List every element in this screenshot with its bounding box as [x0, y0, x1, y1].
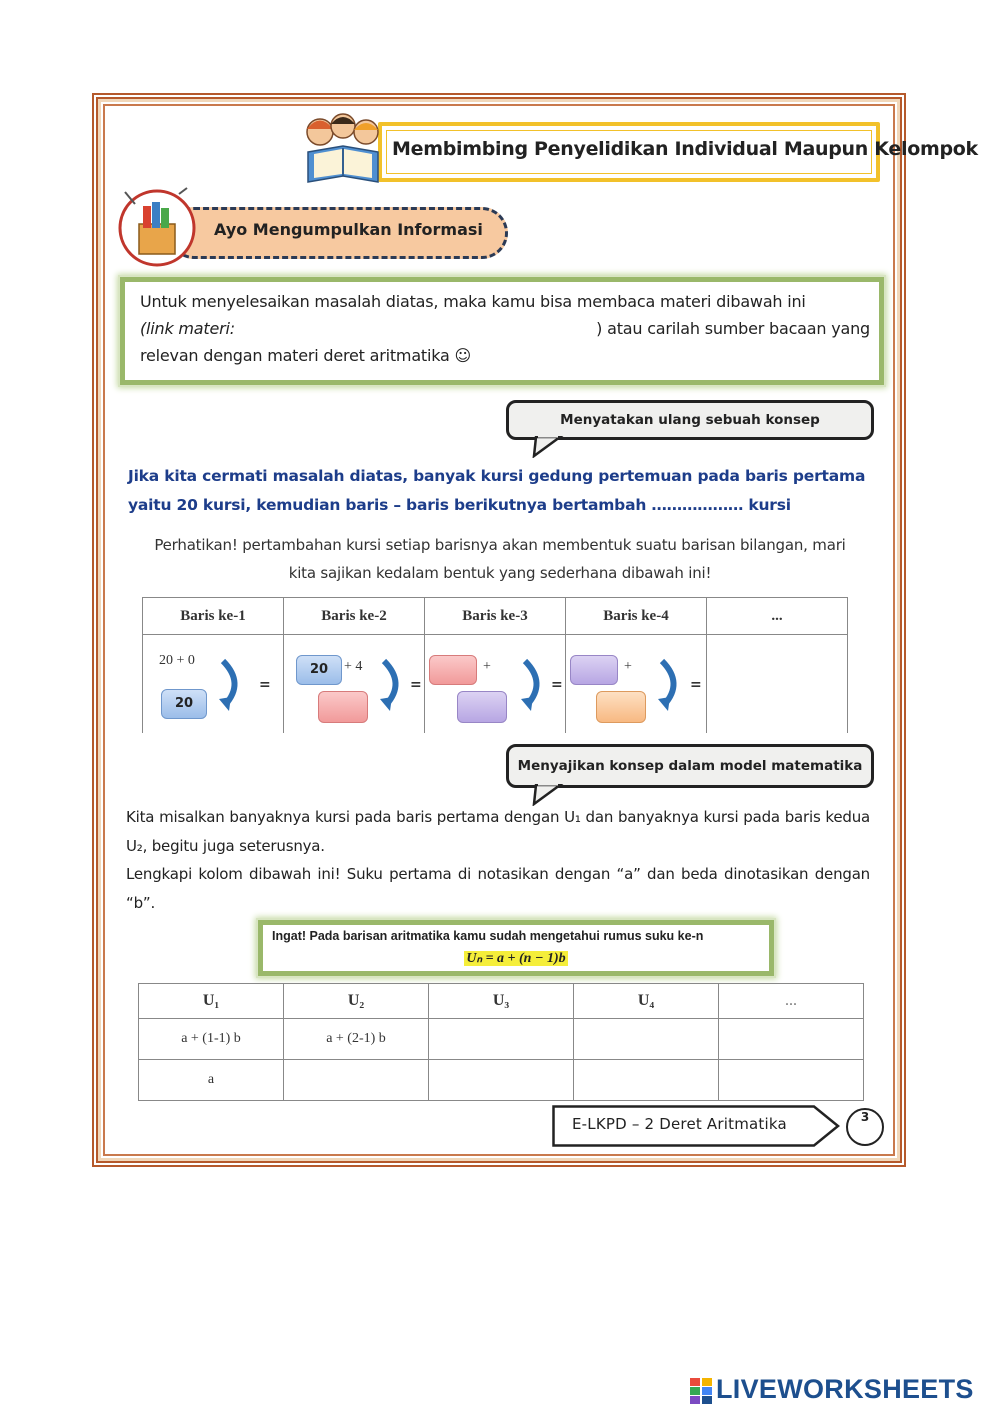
terms-value-u1: a	[139, 1060, 284, 1101]
row4-first-chip[interactable]	[570, 655, 618, 685]
terms-header-u2: U₂	[284, 984, 429, 1019]
bubble-tail-1	[530, 436, 570, 458]
perhatikan-line-2: kita sajikan kedalam bentuk yang sederhana dibawah ini!	[288, 564, 712, 582]
terms-formula-u4[interactable]	[574, 1019, 719, 1060]
header-title: Membimbing Penyelidikan Individual Maupun Kelompok	[392, 138, 978, 160]
info-line-2-tail: ) atau carilah sumber bacaan yang	[596, 319, 870, 338]
section-title: Ayo Mengumpulkan Informasi	[214, 220, 483, 239]
row-cell-1	[143, 635, 284, 734]
terms-value-u3[interactable]	[429, 1060, 574, 1101]
books-box-icon	[117, 184, 197, 268]
terms-header-u4: U₄	[574, 984, 719, 1019]
info-line-3: relevan dengan materi deret aritmatika ☺	[140, 346, 472, 365]
kids-reading-icon	[298, 112, 388, 188]
info-line-1: Untuk menyelesaikan masalah diatas, maka kamu bisa membaca materi dibawah ini	[140, 292, 806, 311]
equals-sign: =	[690, 677, 702, 693]
row2-answer-chip[interactable]	[318, 691, 368, 723]
concept-bubble-1: Menyatakan ulang sebuah konsep	[506, 400, 874, 440]
terms-value-u2[interactable]	[284, 1060, 429, 1101]
terms-header-u3: U₃	[429, 984, 574, 1019]
terms-value-u4[interactable]	[574, 1060, 719, 1101]
terms-header-u1: U₁	[139, 984, 284, 1019]
rows-header-2: Baris ke-2	[284, 598, 425, 635]
row4-plus: +	[624, 659, 632, 674]
liveworksheets-logo-icon	[690, 1378, 712, 1404]
concept-bubble-2: Menyajikan konsep dalam model matematika	[506, 744, 874, 788]
reminder-formula	[258, 947, 774, 967]
row3-first-chip[interactable]	[429, 655, 477, 685]
row2-plus: + 4	[344, 659, 363, 674]
terms-formula-u1: a + (1-1) b	[139, 1019, 284, 1060]
row-cell-more	[707, 635, 848, 734]
row1-result-chip: 20	[161, 689, 207, 719]
row4-answer-chip[interactable]	[596, 691, 646, 723]
rows-header-3: Baris ke-3	[425, 598, 566, 635]
terms-table	[138, 983, 864, 1101]
instruction-line-1: Kita misalkan banyaknya kursi pada baris pertama dengan U₁ dan banyaknya kursi pada baris kedua U₂, begitu juga seterusnya.	[126, 808, 870, 855]
instruction-line-2: Lengkapi kolom dibawah ini! Suku pertama di notasikan dengan “a” dan beda dinotasikan dengan “b”.	[126, 865, 870, 912]
row-cell-4	[566, 635, 707, 734]
row-cell-2	[284, 635, 425, 734]
page-number: 3	[846, 1108, 884, 1146]
question-text: Jika kita cermati masalah diatas, banyak kursi gedung pertemuan pada baris pertama yaitu 20 kursi, kemudian baris – baris berikutnya bertambah ……………… kursi	[128, 467, 866, 514]
terms-formula-more[interactable]	[719, 1019, 864, 1060]
terms-formula-u2: a + (2-1) b	[284, 1019, 429, 1060]
rows-header-1: Baris ke-1	[143, 598, 284, 635]
row3-plus: +	[483, 659, 491, 674]
row2-first-chip: 20	[296, 655, 342, 685]
instruction-text	[126, 803, 870, 917]
terms-header-more: ...	[719, 984, 864, 1019]
rows-table	[142, 597, 848, 727]
terms-formula-u3[interactable]	[429, 1019, 574, 1060]
link-label: (link materi:	[140, 319, 235, 338]
terms-value-more[interactable]	[719, 1060, 864, 1101]
formula-highlight: Uₙ = a + (n − 1)b	[466, 951, 566, 966]
row-cell-3	[425, 635, 566, 734]
rows-header-4: Baris ke-4	[566, 598, 707, 635]
reminder-text: Ingat! Pada barisan aritmatika kamu sudah mengetahui rumus suku ke-n	[272, 929, 704, 943]
perhatikan-line-1: Perhatikan! pertambahan kursi setiap barisnya akan membentuk suatu barisan bilangan, mari	[154, 536, 846, 554]
curved-arrow-icon	[219, 657, 245, 713]
row3-answer-chip[interactable]	[457, 691, 507, 723]
rows-header-more: ...	[707, 598, 848, 635]
row1-expression: 20 + 0	[159, 653, 195, 668]
footer-label: E-LKPD – 2 Deret Aritmatika	[572, 1115, 787, 1133]
curved-arrow-icon	[658, 657, 684, 713]
curved-arrow-icon	[380, 657, 406, 713]
equals-sign: =	[259, 677, 271, 693]
info-line-2	[140, 315, 870, 342]
equals-sign: =	[410, 677, 422, 693]
perhatikan-text	[124, 531, 876, 587]
info-text	[140, 288, 870, 369]
equals-sign: =	[551, 677, 563, 693]
curved-arrow-icon	[521, 657, 547, 713]
watermark-text: LIVEWORKSHEETS	[716, 1374, 974, 1404]
